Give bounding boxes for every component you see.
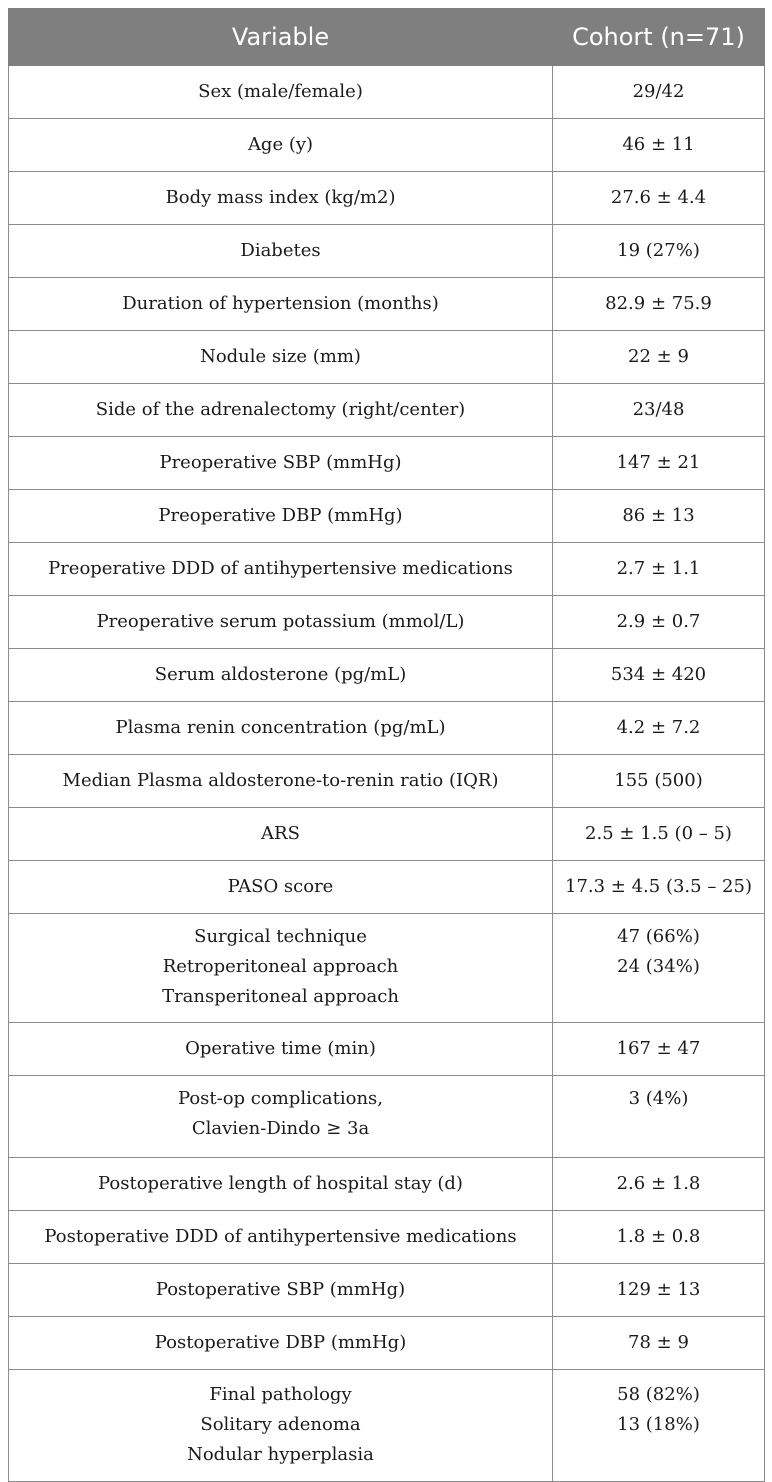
cohort-value: 2.6 ± 1.8: [616, 1173, 701, 1194]
cohort-value: 22 ± 9: [628, 346, 689, 367]
cohort-value: 78 ± 9: [628, 1332, 689, 1353]
table-row: [9, 702, 765, 755]
cohort-value: 155 (500): [614, 770, 703, 791]
table-row: [9, 596, 765, 649]
table-body: [9, 66, 765, 1482]
table-row: [9, 755, 765, 808]
table-row: [9, 543, 765, 596]
table-row: [9, 225, 765, 278]
cohort-cell: [553, 225, 765, 278]
variable-cell: [9, 1264, 553, 1317]
variable-text: Surgical technique: [194, 926, 367, 947]
cohort-cell: [553, 172, 765, 225]
cohort-cell: [553, 596, 765, 649]
variable-text: Postoperative DBP (mmHg): [154, 1332, 407, 1353]
variable-cell: [9, 437, 553, 490]
cohort-cell: [553, 437, 765, 490]
table-row: [9, 808, 765, 861]
variable-text: Sex (male/female): [198, 81, 363, 102]
variable-text: Preoperative DDD of antihypertensive medications: [48, 558, 513, 579]
variable-cell: [9, 755, 553, 808]
variable-text: Retroperitoneal approach: [162, 956, 399, 977]
cohort-value: 2.7 ± 1.1: [616, 558, 701, 579]
table-row: [9, 914, 765, 1023]
cohort-value: 147 ± 21: [616, 452, 701, 473]
cohort-cell: [553, 1211, 765, 1264]
cohort-cell: [553, 490, 765, 543]
cohort-cell: [553, 331, 765, 384]
variable-cell: [9, 1158, 553, 1211]
variable-text: Solitary adenoma: [200, 1414, 361, 1435]
cohort-value: 86 ± 13: [622, 505, 695, 526]
cohort-cell: [553, 649, 765, 702]
variable-cell: [9, 1317, 553, 1370]
variable-cell: [9, 861, 553, 914]
cohort-cell: [553, 278, 765, 331]
variable-text: Preoperative serum potassium (mmol/L): [96, 611, 465, 632]
cohort-cell: [553, 1370, 765, 1482]
variable-cell: [9, 543, 553, 596]
table-row: [9, 1370, 765, 1482]
header-cohort: Cohort (n=71): [553, 9, 765, 66]
variable-cell: [9, 914, 553, 1023]
table-row: [9, 331, 765, 384]
cohort-cell: [553, 702, 765, 755]
cohort-value: 3 (4%): [628, 1088, 689, 1109]
cohort-value: 19 (27%): [617, 240, 700, 261]
cohort-cell: [553, 384, 765, 437]
variable-text: Transperitoneal approach: [162, 986, 399, 1007]
cohort-cell: [553, 755, 765, 808]
cohort-value: 58 (82%): [617, 1384, 700, 1405]
cohort-value: 23/48: [632, 399, 685, 420]
variable-text: Final pathology: [209, 1384, 352, 1405]
header-row: [9, 9, 765, 66]
variable-cell: [9, 119, 553, 172]
cohort-value: 1.8 ± 0.8: [616, 1226, 701, 1247]
table-row: [9, 437, 765, 490]
variable-cell: [9, 596, 553, 649]
table-row: [9, 1317, 765, 1370]
variable-cell: [9, 1211, 553, 1264]
variable-text: Nodule size (mm): [200, 346, 361, 367]
cohort-value: 17.3 ± 4.5 (3.5 – 25): [565, 876, 752, 897]
variable-text: Age (y): [247, 134, 314, 155]
cohort-value: 47 (66%): [617, 926, 700, 947]
cohort-value: 534 ± 420: [610, 664, 707, 685]
cohort-value: 82.9 ± 75.9: [605, 293, 712, 314]
variable-cell: [9, 331, 553, 384]
variable-cell: [9, 278, 553, 331]
variable-cell: [9, 649, 553, 702]
variable-cell: [9, 702, 553, 755]
cohort-value: 4.2 ± 7.2: [616, 717, 701, 738]
table-row: [9, 649, 765, 702]
cohort-value: 13 (18%): [617, 1414, 700, 1435]
cohort-cell: [553, 1158, 765, 1211]
table-row: [9, 861, 765, 914]
cohort-value: 24 (34%): [617, 956, 700, 977]
variable-text: Post-op complications,: [177, 1088, 384, 1109]
cohort-cell: [553, 543, 765, 596]
table-row: [9, 119, 765, 172]
table-row: [9, 66, 765, 119]
table-row: [9, 1076, 765, 1158]
cohort-value: 129 ± 13: [616, 1279, 701, 1300]
variable-text: Preoperative SBP (mmHg): [159, 452, 402, 473]
table-row: [9, 490, 765, 543]
variable-text: Postoperative length of hospital stay (d): [98, 1173, 463, 1194]
cohort-cell: [553, 1023, 765, 1076]
variable-text: Preoperative DBP (mmHg): [158, 505, 403, 526]
cohort-cell: [553, 1076, 765, 1158]
cohort-cell: [553, 1264, 765, 1317]
table-row: [9, 1264, 765, 1317]
variable-cell: [9, 225, 553, 278]
cohort-cell: [553, 66, 765, 119]
variable-text: Body mass index (kg/m2): [165, 187, 396, 208]
variable-cell: [9, 490, 553, 543]
cohort-cell: [553, 808, 765, 861]
variable-cell: [9, 384, 553, 437]
variable-text: Postoperative DDD of antihypertensive medications: [44, 1226, 517, 1247]
variable-text: Median Plasma aldosterone-to-renin ratio (IQR): [62, 770, 499, 791]
variable-text: Postoperative SBP (mmHg): [155, 1279, 406, 1300]
cohort-value: 27.6 ± 4.4: [610, 187, 707, 208]
variable-cell: [9, 172, 553, 225]
variable-cell: [9, 1370, 553, 1482]
variable-text: Duration of hypertension (months): [122, 293, 439, 314]
variable-text: Diabetes: [240, 240, 321, 261]
cohort-characteristics-table: [8, 8, 765, 1482]
cohort-cell: [553, 1317, 765, 1370]
cohort-cell: [553, 119, 765, 172]
table-container: [8, 8, 764, 1482]
variable-text: Nodular hyperplasia: [187, 1444, 374, 1465]
cohort-value: 2.9 ± 0.7: [616, 611, 701, 632]
variable-cell: [9, 808, 553, 861]
cohort-cell: [553, 914, 765, 1023]
variable-text: Plasma renin concentration (pg/mL): [115, 717, 446, 738]
variable-text: PASO score: [227, 876, 334, 897]
cohort-cell: [553, 861, 765, 914]
header-variable: Variable: [9, 9, 553, 66]
table-row: [9, 278, 765, 331]
variable-text: ARS: [261, 823, 300, 844]
cohort-value: 29/42: [632, 81, 685, 102]
table-row: [9, 1023, 765, 1076]
variable-text: Clavien-Dindo ≥ 3a: [191, 1118, 370, 1139]
variable-cell: [9, 1076, 553, 1158]
variable-cell: [9, 66, 553, 119]
table-row: [9, 1211, 765, 1264]
cohort-value: 46 ± 11: [622, 134, 695, 155]
variable-text: Operative time (min): [185, 1038, 376, 1059]
table-row: [9, 172, 765, 225]
cohort-value: 2.5 ± 1.5 (0 – 5): [585, 823, 732, 844]
table-row: [9, 1158, 765, 1211]
variable-text: Side of the adrenalectomy (right/center): [95, 399, 466, 420]
table-row: [9, 384, 765, 437]
cohort-value: 167 ± 47: [616, 1038, 701, 1059]
variable-cell: [9, 1023, 553, 1076]
variable-text: Serum aldosterone (pg/mL): [154, 664, 407, 685]
